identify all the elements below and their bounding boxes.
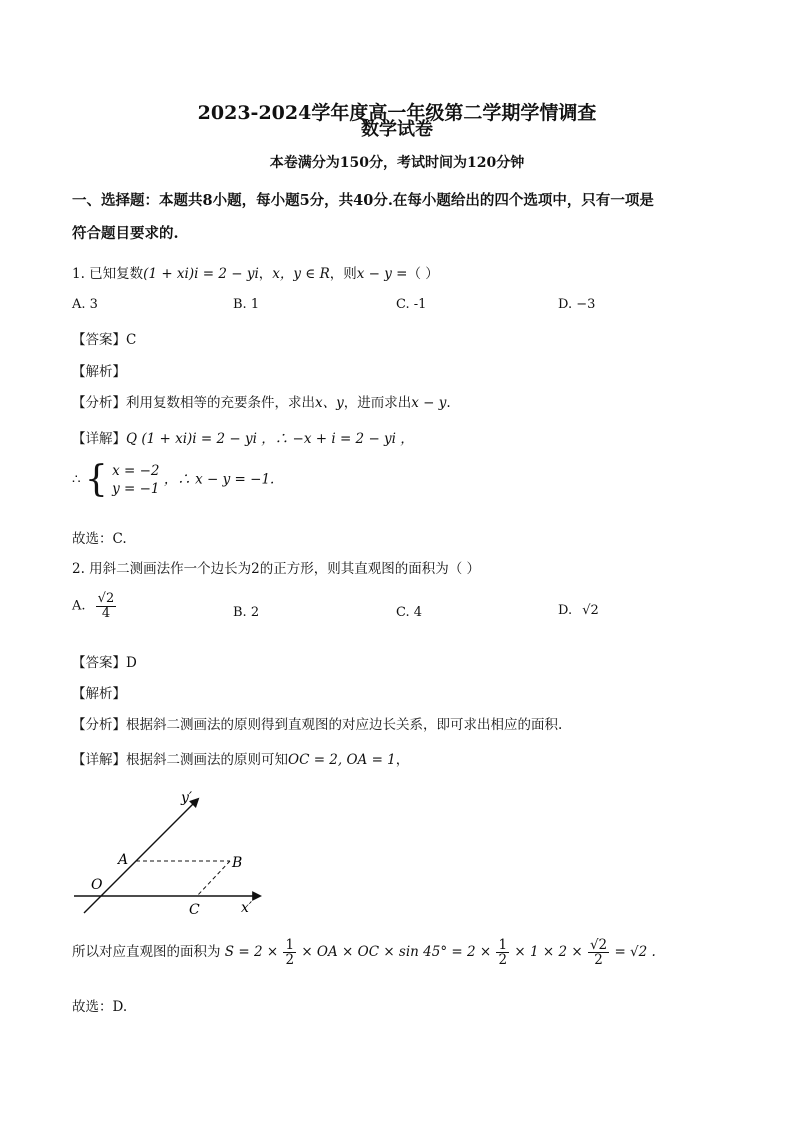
- q2-option-a-label: A.: [72, 598, 86, 614]
- q2-answer-value: D: [126, 655, 137, 671]
- label-x-prime: x′: [241, 900, 253, 916]
- q2-stem: 2. 用斜二测画法作一个边长为2的正方形，则其直观图的面积为（ ）: [72, 561, 481, 577]
- q2-option-d: [558, 603, 599, 618]
- q2-option-a-denominator: 4: [101, 605, 111, 621]
- q2-area-frac1: [283, 938, 296, 967]
- label-a: A: [118, 852, 129, 868]
- label-y-prime: y′: [181, 790, 193, 806]
- q2-area-prefix: 所以对应直观图的面积为: [72, 944, 221, 961]
- q2-area-frac3-den: 2: [594, 952, 603, 969]
- q1-fenxi-text-a: 利用复数相等的充要条件，求出: [126, 395, 315, 411]
- q1-stem-then: ，则: [329, 266, 357, 282]
- q1-system-after: ，∴ x − y = −1.: [163, 471, 275, 488]
- q1-answer: [72, 328, 136, 348]
- q1-stem-paren: （ ）: [407, 266, 439, 282]
- q1-system-brace: {: [84, 459, 108, 501]
- q2-area-end: = √2 .: [614, 944, 656, 961]
- q1-fenxi-end: .: [446, 395, 451, 411]
- q1-answer-value: C: [126, 332, 137, 348]
- q2-detail-label: 【详解】: [72, 752, 126, 768]
- q2-option-a: [72, 592, 117, 620]
- q1-system: [72, 459, 275, 501]
- q2-area-mid: × OA × OC × sin 45° = 2 ×: [301, 944, 492, 961]
- oblique-projection-figure: [60, 782, 270, 922]
- q2-area-frac1-num: 1: [285, 937, 295, 953]
- q2-analysis-label: 【解析】: [72, 686, 126, 702]
- q1-option-c: C. -1: [396, 297, 427, 312]
- q1-stem-ask: x − y =: [356, 266, 408, 282]
- q2-area: [72, 938, 656, 967]
- q1-stem: [72, 262, 439, 282]
- q2-detail-expr: OC = 2, OA = 1: [288, 752, 396, 768]
- q2-fenxi-label: 【分析】: [72, 717, 126, 733]
- label-b: B: [232, 855, 243, 871]
- q1-system-eq1: x = −2: [112, 463, 160, 479]
- q2-area-frac3: [588, 938, 609, 967]
- segment-bc: [197, 861, 230, 896]
- q2-choice: 故选：D.: [72, 999, 128, 1015]
- q2-answer-label: 【答案】: [72, 655, 126, 671]
- q1-detail: [72, 427, 414, 447]
- q1-option-a: A. 3: [72, 297, 98, 312]
- q2-option-b: B. 2: [233, 605, 260, 620]
- q1-system-prefix: ∴: [72, 471, 81, 488]
- q2-area-mid2: × 1 × 2 ×: [514, 944, 583, 961]
- q2-area-frac3-num: √2: [589, 937, 608, 953]
- q2-area-s: S = 2 ×: [224, 944, 279, 961]
- q1-option-d: D. −3: [558, 297, 596, 312]
- q1-fenxi: [72, 391, 451, 411]
- q2-area-frac2-num: 1: [498, 937, 508, 953]
- q1-answer-label: 【答案】: [72, 332, 126, 348]
- q2-option-d-value: √2: [582, 603, 599, 618]
- q2-option-a-fraction: [96, 592, 117, 620]
- q1-stem-mid: ，: [258, 266, 273, 282]
- label-o: O: [91, 877, 103, 893]
- exam-info: 本卷满分为150分，考试时间为120分钟: [269, 155, 525, 171]
- section-heading-line1: 一、选择题：本题共8小题，每小题5分，共40分.在每小题给出的四个选项中，只有一项是: [72, 192, 654, 209]
- q2-detail-end: ，: [395, 752, 410, 768]
- q1-fenxi-label: 【分析】: [72, 395, 126, 411]
- q1-system-equations: [112, 462, 159, 498]
- q2-area-frac2-den: 2: [498, 952, 508, 969]
- q2-area-frac1-den: 2: [285, 952, 295, 969]
- q2-detail-text: 根据斜二测画法的原则可知: [126, 752, 288, 768]
- exam-subtitle: 数学试卷: [361, 119, 433, 140]
- q1-option-b: B. 1: [233, 297, 260, 312]
- q2-area-frac2: [496, 938, 509, 967]
- q1-detail-label: 【详解】: [72, 431, 126, 447]
- q1-stem-vars: x，y ∈ R: [272, 266, 330, 282]
- q2-option-a-numerator: √2: [97, 591, 115, 606]
- q2-answer: [72, 651, 137, 671]
- q1-analysis-label: 【解析】: [72, 364, 126, 380]
- q2-option-c: C. 4: [396, 605, 423, 620]
- q2-fenxi-text: 根据斜二测画法的原则得到直观图的对应边长关系，即可求出相应的面积.: [126, 717, 563, 733]
- q2-option-d-label: D.: [558, 603, 573, 618]
- q1-fenxi-vars: x、y: [315, 395, 344, 411]
- label-c: C: [189, 902, 200, 918]
- q1-detail-text: Q (1 + xi)i = 2 − yi ，∴ −x + i = 2 − yi ，: [126, 431, 414, 447]
- q2-detail: [72, 748, 409, 768]
- q1-fenxi-expr: x − y: [411, 395, 447, 411]
- q1-stem-prefix: 1. 已知复数: [72, 266, 144, 282]
- q1-system-eq2: y = −1: [112, 481, 160, 498]
- q1-choice: 故选：C.: [72, 531, 127, 547]
- q1-stem-equation: (1 + xi)i = 2 − yi: [143, 266, 259, 282]
- q2-fenxi: [72, 713, 562, 733]
- exam-title: 2023-2024学年度高一年级第二学期学情调查: [197, 102, 597, 124]
- section-heading-line2: 符合题目要求的.: [72, 225, 179, 242]
- q1-fenxi-text-b: ，进而求出: [343, 395, 412, 411]
